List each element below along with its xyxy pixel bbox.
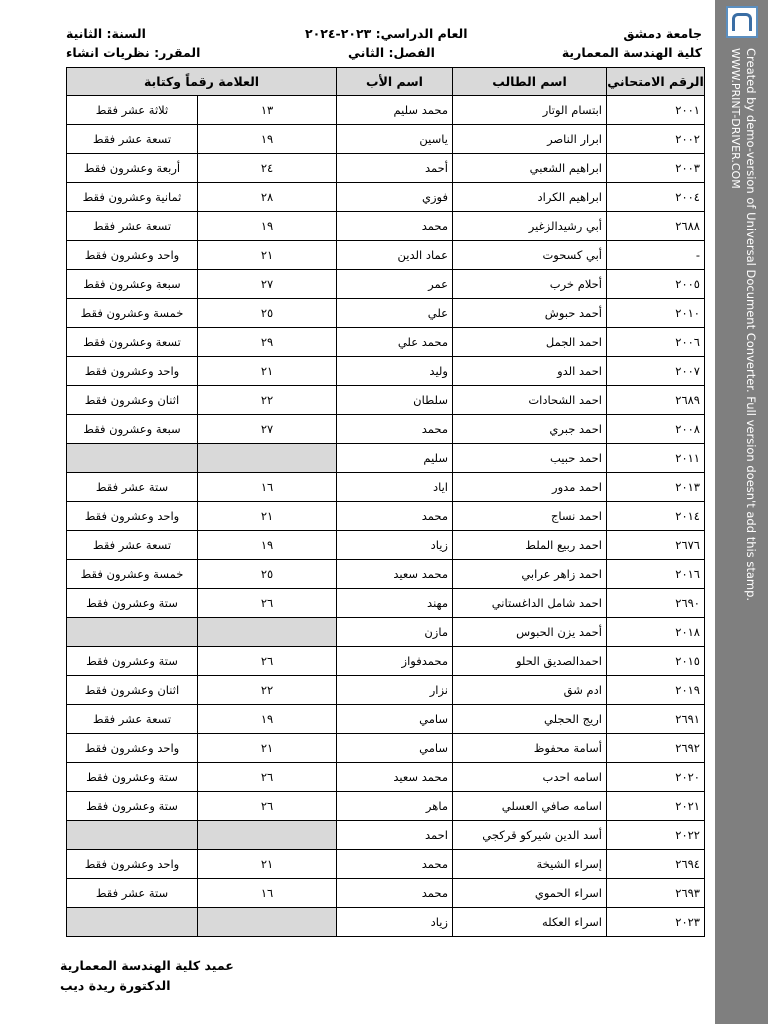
student-name-cell: إسراء الشيخة bbox=[453, 850, 607, 879]
grade-number-cell: ٢٦ bbox=[198, 589, 337, 618]
father-name-cell: سامي bbox=[337, 734, 453, 763]
father-name-cell: محمد bbox=[337, 879, 453, 908]
dean-title: عميد كلية الهندسة المعمارية bbox=[60, 958, 234, 973]
table-row bbox=[67, 879, 705, 908]
exam-number-cell: ٢٠١٥ bbox=[607, 647, 705, 676]
grade-words-cell: ستة وعشرون فقط bbox=[67, 589, 198, 618]
table-row bbox=[67, 850, 705, 879]
grade-number-cell: ٢٢ bbox=[198, 386, 337, 415]
student-name-cell: احمد الجمل bbox=[453, 328, 607, 357]
father-name-cell: محمد bbox=[337, 502, 453, 531]
exam-number-cell: ٢٠١٠ bbox=[607, 299, 705, 328]
grade-number-cell: ٢٢ bbox=[198, 676, 337, 705]
grade-words-cell: خمسة وعشرون فقط bbox=[67, 560, 198, 589]
grade-words-cell: خمسة وعشرون فقط bbox=[67, 299, 198, 328]
father-name-cell: محمد bbox=[337, 415, 453, 444]
father-name-cell: عماد الدين bbox=[337, 241, 453, 270]
grade-words-cell: ستة وعشرون فقط bbox=[67, 763, 198, 792]
exam-number-cell: ٢٠١٦ bbox=[607, 560, 705, 589]
table-header-row bbox=[67, 68, 705, 96]
exam-number-cell: ٢٦٨٨ bbox=[607, 212, 705, 241]
exam-number-cell: ٢٠٠٣ bbox=[607, 154, 705, 183]
exam-number-cell: ٢٠١٩ bbox=[607, 676, 705, 705]
table-row bbox=[67, 444, 705, 473]
grade-words-cell: واحد وعشرون فقط bbox=[67, 357, 198, 386]
table-row bbox=[67, 212, 705, 241]
grade-words-cell: واحد وعشرون فقط bbox=[67, 241, 198, 270]
student-name-cell: أسامة محفوظ bbox=[453, 734, 607, 763]
grade-words-cell bbox=[67, 444, 198, 473]
table-row bbox=[67, 96, 705, 125]
column-header-father-name: اسم الأب bbox=[337, 68, 453, 96]
table-row bbox=[67, 357, 705, 386]
grade-words-cell bbox=[67, 908, 198, 937]
student-name-cell: احمد مدور bbox=[453, 473, 607, 502]
father-name-cell: محمد سعيد bbox=[337, 763, 453, 792]
exam-number-cell: ٢٠٠٢ bbox=[607, 125, 705, 154]
grade-number-cell: ٢٦ bbox=[198, 792, 337, 821]
grade-number-cell bbox=[198, 821, 337, 850]
exam-number-cell: ٢٠٠٥ bbox=[607, 270, 705, 299]
exam-number-cell: ٢٠٢١ bbox=[607, 792, 705, 821]
exam-number-cell: ٢٠٢٣ bbox=[607, 908, 705, 937]
grade-words-cell: واحد وعشرون فقط bbox=[67, 502, 198, 531]
grade-words-cell: سبعة وعشرون فقط bbox=[67, 415, 198, 444]
course-name: المقرر: نظريات انشاء bbox=[66, 45, 201, 60]
grades-table bbox=[66, 67, 705, 937]
dean-name: الدكتورة ريدة ديب bbox=[60, 978, 171, 993]
exam-number-cell: ٢٦٩١ bbox=[607, 705, 705, 734]
table-row bbox=[67, 734, 705, 763]
university-name: جامعة دمشق bbox=[623, 26, 702, 41]
father-name-cell: سلطان bbox=[337, 386, 453, 415]
grade-number-cell: ٢٩ bbox=[198, 328, 337, 357]
student-name-cell: احمدالصديق الحلو bbox=[453, 647, 607, 676]
father-name-cell: زياد bbox=[337, 531, 453, 560]
column-header-grade: العلامة رقماً وكتابة bbox=[67, 68, 337, 96]
grade-number-cell: ٢١ bbox=[198, 734, 337, 763]
grade-words-cell: تسعة عشر فقط bbox=[67, 212, 198, 241]
student-name-cell: أبي رشيدالزغير bbox=[453, 212, 607, 241]
exam-number-cell: ٢٠٠٤ bbox=[607, 183, 705, 212]
exam-number-cell: ٢٠١٨ bbox=[607, 618, 705, 647]
grade-number-cell: ٢١ bbox=[198, 241, 337, 270]
table-row bbox=[67, 763, 705, 792]
grade-words-cell: سبعة وعشرون فقط bbox=[67, 270, 198, 299]
table-row bbox=[67, 647, 705, 676]
exam-number-cell: ٢٠٢٠ bbox=[607, 763, 705, 792]
grade-words-cell: ستة وعشرون فقط bbox=[67, 792, 198, 821]
grade-number-cell bbox=[198, 908, 337, 937]
father-name-cell: وليد bbox=[337, 357, 453, 386]
column-header-student-name: اسم الطالب bbox=[453, 68, 607, 96]
grade-number-cell: ٢٥ bbox=[198, 560, 337, 589]
table-row bbox=[67, 299, 705, 328]
column-header-exam-number: الرقم الامتحاني bbox=[607, 68, 705, 96]
student-name-cell: احمد حبيب bbox=[453, 444, 607, 473]
watermark-line-2: WWW.PRINT-DRIVER.COM bbox=[729, 48, 742, 189]
table-row bbox=[67, 618, 705, 647]
grade-number-cell: ٢١ bbox=[198, 502, 337, 531]
grade-number-cell bbox=[198, 444, 337, 473]
grade-words-cell: ستة وعشرون فقط bbox=[67, 647, 198, 676]
exam-number-cell: ٢٠٢٢ bbox=[607, 821, 705, 850]
father-name-cell: محمد علي bbox=[337, 328, 453, 357]
grade-words-cell bbox=[67, 821, 198, 850]
exam-number-cell: ٢٠٠١ bbox=[607, 96, 705, 125]
student-name-cell: اسامه احدب bbox=[453, 763, 607, 792]
student-name-cell: احمد شامل الداغستاني bbox=[453, 589, 607, 618]
father-name-cell: محمدفواز bbox=[337, 647, 453, 676]
faculty-name: كلية الهندسة المعمارية bbox=[561, 45, 702, 60]
student-name-cell: احمد الدو bbox=[453, 357, 607, 386]
grade-number-cell: ٢٨ bbox=[198, 183, 337, 212]
father-name-cell: احمد bbox=[337, 821, 453, 850]
father-name-cell: سليم bbox=[337, 444, 453, 473]
grade-words-cell: تسعة عشر فقط bbox=[67, 531, 198, 560]
grade-number-cell bbox=[198, 618, 337, 647]
student-name-cell: احمد الشحادات bbox=[453, 386, 607, 415]
table-row bbox=[67, 908, 705, 937]
father-name-cell: ماهر bbox=[337, 792, 453, 821]
grade-words-cell: واحد وعشرون فقط bbox=[67, 850, 198, 879]
father-name-cell: محمد سليم bbox=[337, 96, 453, 125]
grade-number-cell: ١٩ bbox=[198, 125, 337, 154]
father-name-cell: مهند bbox=[337, 589, 453, 618]
exam-number-cell: - bbox=[607, 241, 705, 270]
table-row bbox=[67, 821, 705, 850]
exam-number-cell: ٢٠١١ bbox=[607, 444, 705, 473]
student-name-cell: اسامه صافي العسلي bbox=[453, 792, 607, 821]
student-name-cell: أحمد حبوش bbox=[453, 299, 607, 328]
grade-number-cell: ١٦ bbox=[198, 879, 337, 908]
father-name-cell: عمر bbox=[337, 270, 453, 299]
grade-number-cell: ٢١ bbox=[198, 357, 337, 386]
table-row bbox=[67, 473, 705, 502]
table-row bbox=[67, 125, 705, 154]
student-name-cell: اسراء الحموي bbox=[453, 879, 607, 908]
grade-words-cell: ثلاثة عشر فقط bbox=[67, 96, 198, 125]
student-name-cell: أحمد يزن الحبوس bbox=[453, 618, 607, 647]
watermark-stamp bbox=[728, 48, 758, 608]
table-row bbox=[67, 328, 705, 357]
table-row bbox=[67, 531, 705, 560]
father-name-cell: فوزي bbox=[337, 183, 453, 212]
table-row bbox=[67, 589, 705, 618]
student-name-cell: ادم شق bbox=[453, 676, 607, 705]
semester: الفصل: الثاني bbox=[348, 45, 435, 60]
father-name-cell: محمد bbox=[337, 212, 453, 241]
watermark-line-1: Created by demo-version of Universal Document Converter. Full version doesn't add this stamp. bbox=[744, 48, 758, 602]
table-row bbox=[67, 676, 705, 705]
grade-number-cell: ١٩ bbox=[198, 705, 337, 734]
exam-number-cell: ٢٠١٣ bbox=[607, 473, 705, 502]
father-name-cell: اياد bbox=[337, 473, 453, 502]
table-row bbox=[67, 183, 705, 212]
table-row bbox=[67, 415, 705, 444]
exam-number-cell: ٢٠١٤ bbox=[607, 502, 705, 531]
father-name-cell: علي bbox=[337, 299, 453, 328]
table-body bbox=[67, 96, 705, 937]
grade-words-cell: ثمانية وعشرون فقط bbox=[67, 183, 198, 212]
table-row bbox=[67, 705, 705, 734]
grade-words-cell: ستة عشر فقط bbox=[67, 879, 198, 908]
exam-number-cell: ٢٦٧٦ bbox=[607, 531, 705, 560]
study-year: السنة: الثانية bbox=[66, 26, 146, 41]
grade-words-cell: تسعة عشر فقط bbox=[67, 705, 198, 734]
grade-number-cell: ١٩ bbox=[198, 531, 337, 560]
exam-number-cell: ٢٦٨٩ bbox=[607, 386, 705, 415]
table-row bbox=[67, 386, 705, 415]
father-name-cell: ياسين bbox=[337, 125, 453, 154]
father-name-cell: سامي bbox=[337, 705, 453, 734]
student-name-cell: احمد جبري bbox=[453, 415, 607, 444]
student-name-cell: ابرار الناصر bbox=[453, 125, 607, 154]
student-name-cell: احمد زاهر عرابي bbox=[453, 560, 607, 589]
father-name-cell: أحمد bbox=[337, 154, 453, 183]
student-name-cell: اريج الحجلي bbox=[453, 705, 607, 734]
student-name-cell: احمد نساج bbox=[453, 502, 607, 531]
grade-words-cell: اثنان وعشرون فقط bbox=[67, 676, 198, 705]
grade-number-cell: ٢٧ bbox=[198, 270, 337, 299]
exam-number-cell: ٢٦٩٢ bbox=[607, 734, 705, 763]
grade-number-cell: ٢٦ bbox=[198, 763, 337, 792]
grade-words-cell bbox=[67, 618, 198, 647]
table-row bbox=[67, 502, 705, 531]
academic-year: العام الدراسي: ٢٠٢٣-٢٠٢٤ bbox=[305, 26, 468, 41]
grade-number-cell: ٢٦ bbox=[198, 647, 337, 676]
exam-number-cell: ٢٠٠٦ bbox=[607, 328, 705, 357]
student-name-cell: ابتسام الوتار bbox=[453, 96, 607, 125]
grade-words-cell: ستة عشر فقط bbox=[67, 473, 198, 502]
student-name-cell: ابراهيم الكراد bbox=[453, 183, 607, 212]
exam-number-cell: ٢٠٠٨ bbox=[607, 415, 705, 444]
grade-number-cell: ٢٥ bbox=[198, 299, 337, 328]
grade-words-cell: اثنان وعشرون فقط bbox=[67, 386, 198, 415]
student-name-cell: اسراء العكله bbox=[453, 908, 607, 937]
table-row bbox=[67, 241, 705, 270]
grade-words-cell: أربعة وعشرون فقط bbox=[67, 154, 198, 183]
grade-number-cell: ٢١ bbox=[198, 850, 337, 879]
exam-number-cell: ٢٦٩٠ bbox=[607, 589, 705, 618]
student-name-cell: ابراهيم الشعبي bbox=[453, 154, 607, 183]
exam-number-cell: ٢٠٠٧ bbox=[607, 357, 705, 386]
father-name-cell: محمد سعيد bbox=[337, 560, 453, 589]
student-name-cell: أسد الدين شيركو قركجي bbox=[453, 821, 607, 850]
student-name-cell: أبي كسحوت bbox=[453, 241, 607, 270]
exam-number-cell: ٢٦٩٣ bbox=[607, 879, 705, 908]
student-name-cell: احمد ربيع الملط bbox=[453, 531, 607, 560]
grade-words-cell: تسعة وعشرون فقط bbox=[67, 328, 198, 357]
father-name-cell: زياد bbox=[337, 908, 453, 937]
grade-number-cell: ٢٤ bbox=[198, 154, 337, 183]
grade-number-cell: ١٦ bbox=[198, 473, 337, 502]
table-row bbox=[67, 560, 705, 589]
grade-number-cell: ١٩ bbox=[198, 212, 337, 241]
father-name-cell: مازن bbox=[337, 618, 453, 647]
student-name-cell: أحلام خرب bbox=[453, 270, 607, 299]
grade-words-cell: واحد وعشرون فقط bbox=[67, 734, 198, 763]
table-row bbox=[67, 270, 705, 299]
grade-words-cell: تسعة عشر فقط bbox=[67, 125, 198, 154]
father-name-cell: نزار bbox=[337, 676, 453, 705]
table-row bbox=[67, 792, 705, 821]
grade-number-cell: ٢٧ bbox=[198, 415, 337, 444]
converter-logo-icon bbox=[726, 6, 758, 38]
father-name-cell: محمد bbox=[337, 850, 453, 879]
exam-number-cell: ٢٦٩٤ bbox=[607, 850, 705, 879]
table-row bbox=[67, 154, 705, 183]
grade-number-cell: ١٣ bbox=[198, 96, 337, 125]
